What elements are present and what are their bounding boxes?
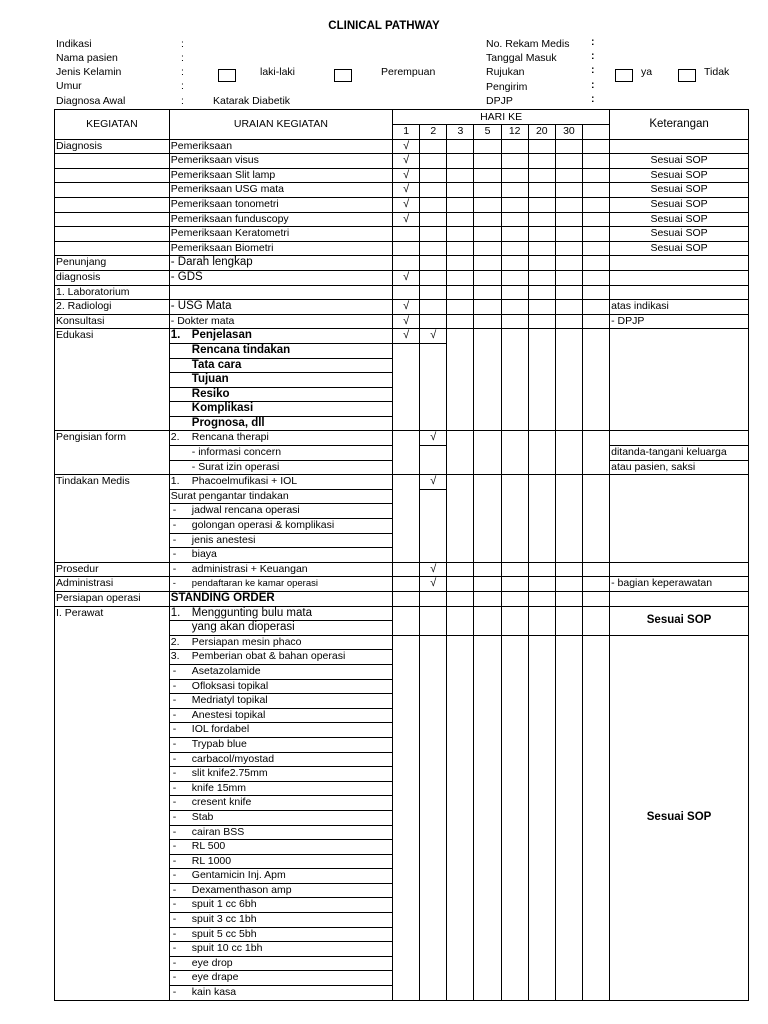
kegiatan-cell: I. Perawat: [55, 606, 170, 1000]
uraian-cell: Pemeriksaan visus: [169, 154, 392, 169]
med-item: RL 1000: [191, 854, 232, 867]
table-row: [55, 562, 749, 577]
check-mark: √: [393, 270, 420, 285]
check-mark: √: [393, 139, 420, 154]
med-item: Trypab blue: [191, 737, 247, 750]
uraian-cell: Pemeriksaan: [169, 139, 392, 154]
uraian-cell: - Surat izin operasi: [169, 460, 392, 475]
med-item: IOL fordabel: [191, 723, 250, 736]
item-number: 1.: [170, 329, 181, 342]
kegiatan-cell: 1. Laboratorium: [55, 285, 170, 300]
uraian-cell: Surat pengantar tindakan: [169, 489, 392, 504]
day-5: 5: [474, 125, 501, 140]
day-3: 3: [447, 125, 474, 140]
checkbox-perempuan[interactable]: [334, 69, 352, 82]
dash: -: [172, 548, 177, 561]
uraian-cell: pendaftaran ke kamar operasi: [191, 578, 318, 590]
label-jenis-kelamin: Jenis Kelamin: [56, 66, 122, 78]
checkbox-rujukan-ya[interactable]: [615, 69, 633, 82]
med-item: Asetazolamide: [191, 664, 261, 677]
uraian-cell: Tata cara: [169, 358, 392, 373]
dash: -: [172, 562, 177, 575]
med-item: slit knife2.75mm: [191, 767, 268, 780]
checkbox-laki-laki[interactable]: [218, 69, 236, 82]
uraian-cell: Persiapan mesin phaco: [191, 635, 302, 648]
uraian-cell: biaya: [191, 548, 217, 561]
colon: :: [591, 36, 595, 48]
keterangan-cell: - bagian keperawatan: [610, 577, 749, 592]
keterangan-cell: ditanda-tangani keluarga: [610, 446, 749, 461]
uraian-cell: administrasi + Keuangan: [191, 562, 308, 575]
label-umur: Umur: [56, 80, 82, 92]
label-tidak: Tidak: [704, 66, 730, 78]
table-row: [55, 139, 749, 154]
header-keterangan: Keterangan: [610, 110, 749, 140]
keterangan-cell: Sesuai SOP: [610, 635, 749, 1000]
dash: -: [172, 533, 177, 546]
document-title: CLINICAL PATHWAY: [328, 20, 440, 32]
table-row: [55, 197, 749, 212]
label-pengirim: Pengirim: [486, 81, 528, 93]
uraian-cell: jenis anestesi: [191, 533, 256, 546]
kegiatan-cell: Konsultasi: [55, 314, 170, 329]
uraian-cell: Pemberian obat & bahan operasi: [191, 650, 346, 663]
colon: :: [181, 95, 184, 107]
kegiatan-cell: Persiapan operasi: [55, 592, 170, 607]
keterangan-cell: Sesuai SOP: [610, 212, 749, 227]
uraian-cell: Pemeriksaan Keratometri: [169, 227, 392, 242]
med-item: spuit 5 cc 5bh: [191, 927, 257, 940]
check-mark: √: [393, 314, 420, 329]
med-item: eye drape: [191, 971, 239, 984]
colon: :: [591, 79, 595, 91]
kegiatan-cell: Administrasi: [55, 577, 170, 592]
uraian-cell: - GDS: [169, 270, 392, 285]
kegiatan-cell: Diagnosis: [55, 139, 170, 154]
day-1: 1: [393, 125, 420, 140]
keterangan-cell: Sesuai SOP: [610, 606, 749, 635]
uraian-cell: Pemeriksaan tonometri: [169, 197, 392, 212]
check-mark: √: [420, 431, 447, 446]
label-perempuan: Perempuan: [381, 66, 436, 78]
uraian-cell: - Dokter mata: [169, 314, 392, 329]
uraian-cell: - informasi concern: [169, 446, 392, 461]
table-row: [55, 475, 749, 490]
kegiatan-cell: Tindakan Medis: [55, 475, 170, 563]
keterangan-cell: atau pasien, saksi: [610, 460, 749, 475]
check-mark: √: [393, 329, 420, 344]
keterangan-cell: [610, 139, 749, 154]
table-row: [55, 256, 749, 271]
check-mark: √: [393, 154, 420, 169]
kegiatan-cell: diagnosis: [55, 270, 170, 285]
day-blank: [582, 125, 609, 140]
uraian-cell: Pemeriksaan funduscopy: [169, 212, 392, 227]
med-item: Dexamenthason amp: [191, 883, 292, 896]
uraian-cell: Resiko: [169, 387, 392, 402]
day-12: 12: [501, 125, 528, 140]
uraian-cell: Tujuan: [169, 373, 392, 388]
keterangan-cell: Sesuai SOP: [610, 197, 749, 212]
uraian-cell: Pemeriksaan USG mata: [169, 183, 392, 198]
check-mark: √: [393, 183, 420, 198]
colon: :: [591, 50, 595, 62]
table-row: [55, 300, 749, 315]
kegiatan-cell: Edukasi: [55, 329, 170, 431]
med-item: RL 500: [191, 840, 226, 853]
table-row: [55, 227, 749, 242]
label-nama-pasien: Nama pasien: [56, 52, 118, 64]
checkbox-rujukan-tidak[interactable]: [678, 69, 696, 82]
colon: :: [181, 66, 184, 78]
check-mark: √: [393, 212, 420, 227]
item-number: 1.: [170, 606, 181, 619]
table-row: [55, 329, 749, 344]
kegiatan-cell: Pengisian form: [55, 431, 170, 475]
uraian-cell: - USG Mata: [169, 300, 392, 315]
uraian-cell: yang akan dioperasi: [169, 621, 392, 636]
item-number: 2.: [170, 431, 180, 444]
item-number: 3.: [170, 650, 180, 663]
kegiatan-cell: 2. Radiologi: [55, 300, 170, 315]
check-mark: √: [393, 300, 420, 315]
uraian-cell: Rencana therapi: [191, 431, 269, 444]
med-item: eye drop: [191, 956, 233, 969]
colon: :: [591, 93, 595, 105]
check-mark: √: [420, 475, 447, 490]
med-item: kain kasa: [191, 986, 237, 999]
label-rujukan: Rujukan: [486, 66, 525, 78]
label-laki-laki: laki-laki: [260, 66, 296, 78]
header-hari-ke: HARI KE: [393, 110, 610, 125]
pathway-table: KEGIATAN URAIAN KEGIATAN HARI KE Keterangan 1 2 3 5 12 20 30 Diagnosis Pemeriksaan √ Pemeriksaan visus √ Sesuai SOP Pemeriksaan Slit lamp √ Sesuai SOP Pemeriksaan USG mata √ Sesuai SOP Pemeriksaan tonometri √ Sesuai SOP Pemeriksaan funduscopy √ Sesuai SOP Pemeriksaan Keratometri Sesuai SOP Pemeriksaan Biometri Sesuai SOP Penunjang - Darah lengkap diagnosis - GDS √ 1. Laboratorium 2. Radiologi - USG Mata √ atas indikasi Konsultasi - Dokter mata √ - DPJP Edukasi 1. Penjelasan √ √ Rencana tindakan Tata cara Tujuan Resiko Komplikasi Prognosa, dll Pengisian form 2. Rencana therapi √ - informasi concern ditanda-tangani keluarga - Surat izin operasi atau pasien, saksi Tindakan Medis 1. Phacoelmufikasi + IOL √ Surat pengantar tindakan - jadwal rencana operasi - golongan operasi & komplikasi - jenis anestesi - biaya Prosedur - administrasi + Keuangan √ Administrasi - pendaftaran ke kamar operasi √ - bagian keperawatan Persiapan operasi STANDING ORDER I. Perawat 1. Menggunting bulu mata Sesuai SOP yang akan dioperasi 2. Persiapan mesin phaco Sesuai SOP 3. Pemberian obat & bahan operasi - Asetazolamide - Ofloksasi topikal - Medriatyl topikal - Anestesi topikal - IOL fordabel - Trypab blue - carbacol/myostad - slit knife2.75mm - knife 15mm - cresent knife - Stab - cairan BSS - RL 500 - RL 1000 - Gentamicin Inj. Apm - Dexamenthason amp - spuit 1 cc 6bh - spuit 3 cc 1bh - spuit 5 cc 5bh - spuit 10 cc 1bh - eye drop - eye drape - kain kasa: [54, 109, 749, 1001]
med-item: spuit 10 cc 1bh: [191, 942, 263, 955]
med-item: Medriatyl topikal: [191, 694, 268, 707]
day-2: 2: [420, 125, 447, 140]
uraian-cell: Pemeriksaan Slit lamp: [169, 168, 392, 183]
uraian-cell: Menggunting bulu mata: [191, 606, 312, 619]
check-mark: √: [420, 577, 447, 592]
med-item: knife 15mm: [191, 781, 247, 794]
label-tanggal-masuk: Tanggal Masuk: [486, 52, 557, 64]
colon: :: [181, 80, 184, 92]
label-diagnosa-awal: Diagnosa Awal: [56, 95, 126, 107]
uraian-cell: Pemeriksaan Biometri: [169, 241, 392, 256]
uraian-cell: Phacoelmufikasi + IOL: [191, 475, 298, 488]
kegiatan-cell: Prosedur: [55, 562, 170, 577]
colon: :: [181, 38, 184, 50]
table-row: [55, 592, 749, 607]
table-row: [55, 183, 749, 198]
day-20: 20: [528, 125, 555, 140]
label-ya: ya: [641, 66, 653, 78]
dash: -: [172, 578, 176, 590]
check-mark: √: [420, 329, 447, 344]
keterangan-cell: Sesuai SOP: [610, 168, 749, 183]
header-kegiatan: KEGIATAN: [55, 110, 170, 140]
day-30: 30: [555, 125, 582, 140]
med-item: Ofloksasi topikal: [191, 679, 269, 692]
item-number: 2.: [170, 635, 180, 648]
med-item: cairan BSS: [191, 825, 245, 838]
label-no-rekam-medis: No. Rekam Medis: [486, 38, 570, 50]
med-item: Gentamicin Inj. Apm: [191, 869, 286, 882]
check-mark: √: [420, 562, 447, 577]
uraian-cell: golongan operasi & komplikasi: [191, 519, 335, 532]
keterangan-cell: - DPJP: [610, 314, 749, 329]
table-row: [55, 212, 749, 227]
table-row: [55, 154, 749, 169]
label-indikasi: Indikasi: [56, 38, 92, 50]
table-row: [55, 168, 749, 183]
check-mark: √: [393, 168, 420, 183]
uraian-cell: Prognosa, dll: [169, 416, 392, 431]
header-uraian: URAIAN KEGIATAN: [169, 110, 392, 140]
keterangan-cell: Sesuai SOP: [610, 227, 749, 242]
dash: -: [172, 519, 177, 532]
keterangan-cell: Sesuai SOP: [610, 183, 749, 198]
keterangan-cell: Sesuai SOP: [610, 154, 749, 169]
uraian-cell: Rencana tindakan: [169, 343, 392, 358]
med-item: spuit 1 cc 6bh: [191, 898, 257, 911]
med-item: carbacol/myostad: [191, 752, 275, 765]
table-row: [55, 577, 749, 592]
colon: :: [591, 64, 595, 76]
table-row: [55, 431, 749, 446]
diagnosa-value: Katarak Diabetik: [213, 95, 291, 107]
label-dpjp: DPJP: [486, 95, 513, 107]
dash: -: [172, 504, 177, 517]
colon: :: [181, 52, 184, 64]
med-item: spuit 3 cc 1bh: [191, 913, 257, 926]
check-mark: √: [393, 197, 420, 212]
table-row: [55, 606, 749, 621]
med-item: Anestesi topikal: [191, 708, 266, 721]
table-row: [55, 314, 749, 329]
kegiatan-cell: Penunjang: [55, 256, 170, 271]
uraian-cell: - Darah lengkap: [169, 256, 392, 271]
keterangan-cell: Sesuai SOP: [610, 241, 749, 256]
keterangan-cell: atas indikasi: [610, 300, 749, 315]
uraian-cell: STANDING ORDER: [169, 592, 392, 607]
uraian-cell: Penjelasan: [191, 329, 252, 342]
med-item: Stab: [191, 810, 214, 823]
uraian-cell: jadwal rencana operasi: [191, 504, 300, 517]
uraian-cell: Komplikasi: [169, 402, 392, 417]
item-number: 1.: [170, 475, 180, 488]
table-row: [55, 241, 749, 256]
table-row: [55, 270, 749, 285]
med-item: cresent knife: [191, 796, 252, 809]
table-row: [55, 285, 749, 300]
